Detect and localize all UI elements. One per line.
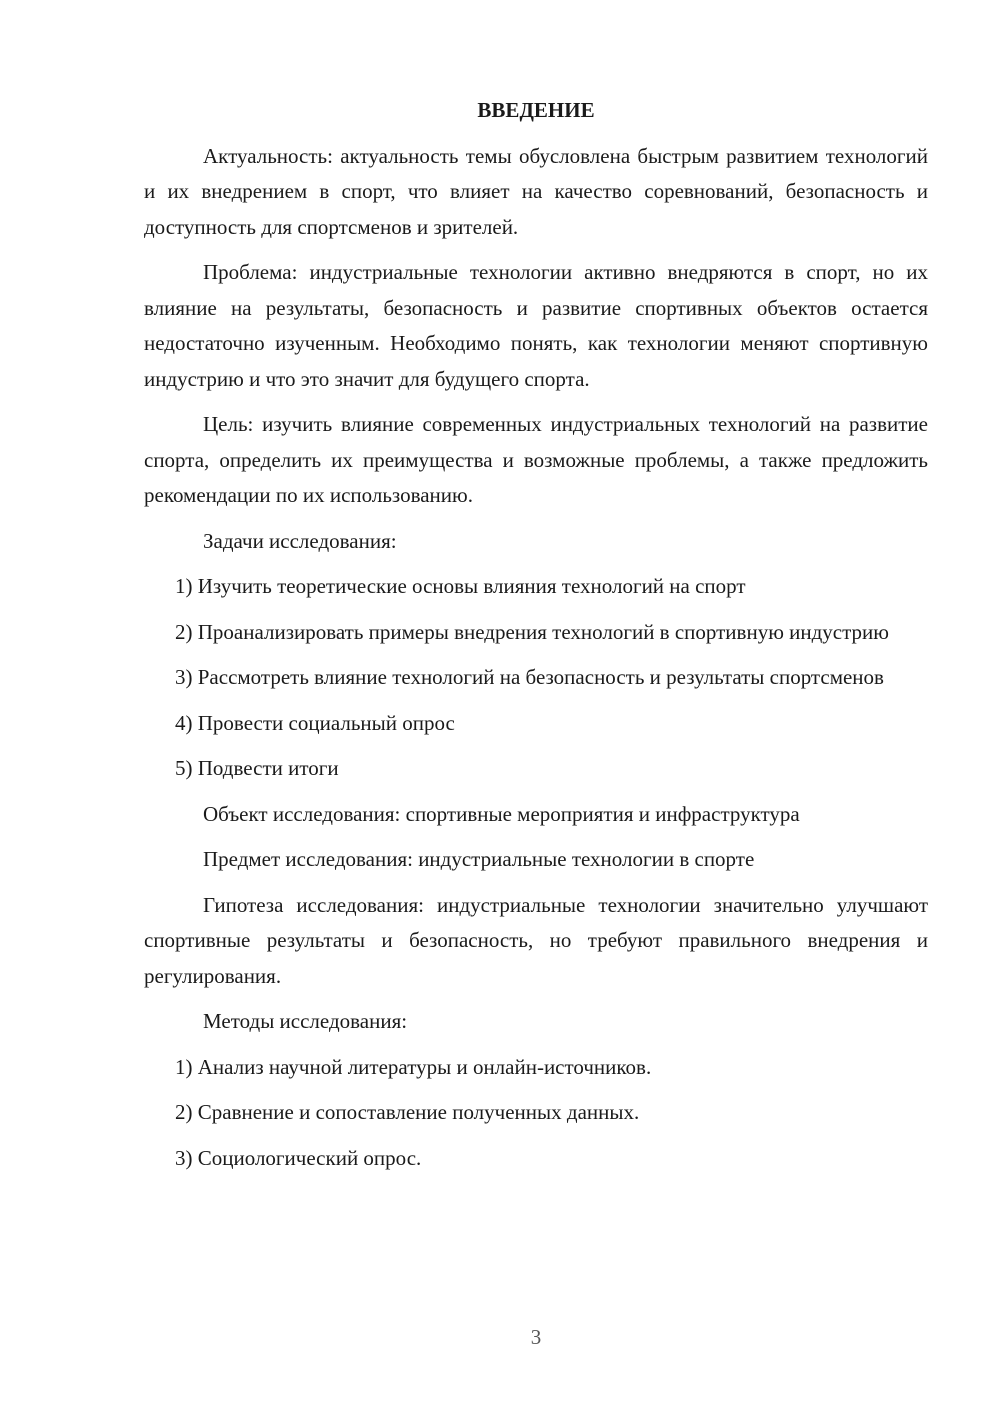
problem-paragraph: Проблема: индустриальные технологии активно внедряются в спорт, но их влияние на результаты, безопасность и развитие спортивных объектов остается недостаточно изученным. Необходимо понять, как технологии меняют спортивную индустрию и что это значит для будущего спорта. bbox=[144, 260, 928, 391]
document-page bbox=[144, 93, 928, 1186]
method-item: 1) Анализ научной литературы и онлайн-источников. bbox=[175, 1054, 652, 1079]
goal-paragraph: Цель: изучить влияние современных индустриальных технологий на развитие спорта, определить их преимущества и возможные проблемы, а также предложить рекомендации по их использованию. bbox=[144, 412, 928, 507]
task-item: 1) Изучить теоретические основы влияния технологий на спорт bbox=[175, 574, 746, 598]
task-item: 2) Проанализировать примеры внедрения технологий в спортивную индустрию bbox=[175, 619, 889, 644]
subject-paragraph: Предмет исследования: индустриальные технологии в спорте bbox=[203, 847, 755, 871]
method-item: 2) Сравнение и сопоставление полученных данных. bbox=[175, 1100, 640, 1124]
relevance-paragraph: Актуальность: актуальность темы обусловлена быстрым развитием технологий и их внедрением в спорт, что влияет на качество соревнований, безопасность и доступность для спортсменов и зрителей. bbox=[144, 143, 928, 239]
tasks-heading: Задачи исследования: bbox=[203, 528, 397, 553]
object-paragraph: Объект исследования: спортивные мероприятия и инфраструктура bbox=[203, 801, 800, 826]
task-item: 3) Рассмотреть влияние технологий на безопасность и результаты спортсменов bbox=[175, 665, 884, 689]
method-item: 3) Социологический опрос. bbox=[175, 1145, 422, 1170]
task-item: 4) Провести социальный опрос bbox=[175, 710, 455, 735]
task-item: 5) Подвести итоги bbox=[175, 756, 339, 780]
hypothesis-paragraph: Гипотеза исследования: индустриальные технологии значительно улучшают спортивные результаты и безопасность, но требуют правильного внедрения и регулирования. bbox=[144, 892, 928, 988]
methods-heading: Методы исследования: bbox=[203, 1009, 408, 1033]
page-number: 3 bbox=[530, 1325, 542, 1349]
section-title: ВВЕДЕНИЕ bbox=[477, 98, 595, 122]
